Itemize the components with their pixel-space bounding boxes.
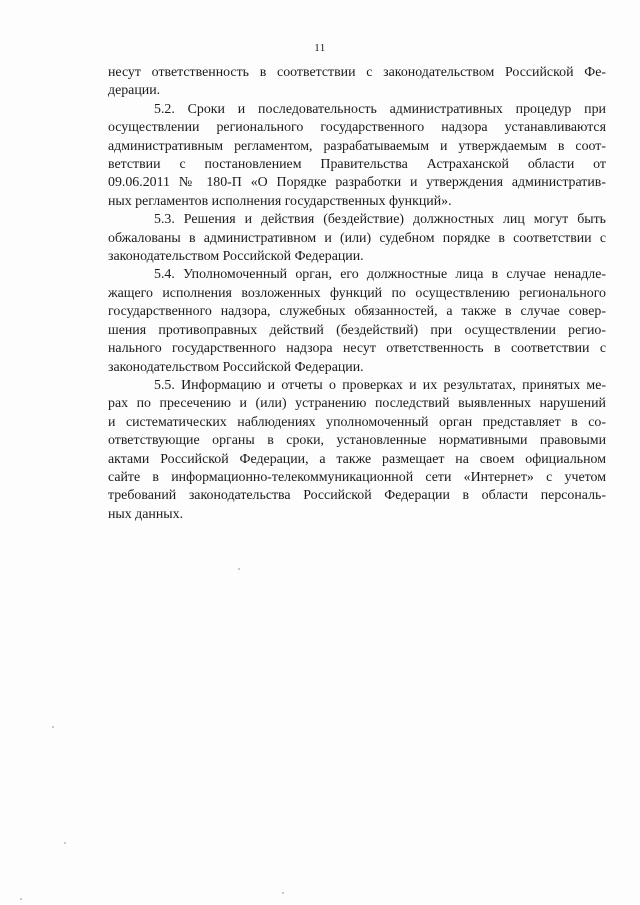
text-line: 09.06.2011 № 180-П «О Порядке разработки и утверждения административ- [108, 175, 606, 191]
text-line: и систематических наблюдениях уполномоченный орган представляет в со- [108, 414, 606, 430]
text-line: осуществлении регионального государственного надзора устанавливаются [108, 120, 606, 136]
text-line: ных регламентов исполнения государственных функций». [108, 193, 452, 209]
text-line: государственного надзора, служебных обязанностей, а также в случае совер- [108, 304, 606, 320]
scan-speck [282, 892, 284, 894]
paragraph-5-3 [108, 211, 606, 266]
text-line: обжалованы в административном и (или) судебном порядке в соответствии с [108, 230, 606, 246]
scan-speck [238, 568, 240, 570]
text-line: 5.5. Информацию и отчеты о проверках и их результатах, принятых ме- [154, 377, 606, 393]
text-line: 5.3. Решения и действия (бездействие) должностных лиц могут быть [154, 212, 606, 228]
text-line: сайте в информационно-телекоммуникационной сети «Интернет» с учетом [108, 469, 606, 485]
text-line: требований законодательства Российской Федерации в области персональ- [108, 488, 606, 504]
text-line: шения противоправных действий (бездействий) при осуществлении регио- [108, 322, 606, 338]
text-line: жащего исполнения возложенных функций по осуществлению регионального [108, 285, 606, 301]
scan-speck [64, 842, 66, 844]
text-line: ответствующие органы в сроки, установленные нормативными правовыми [108, 433, 606, 449]
scan-speck [52, 726, 54, 728]
page-number: 11 [314, 42, 326, 54]
text-line: ветствии с постановлением Правительства Астраханской области от [108, 157, 606, 173]
text-line: актами Российской Федерации, а также размещает на своем официальном [108, 451, 606, 467]
text-line: рах по пресечению и (или) устранению последствий выявленных нарушений [108, 396, 606, 412]
paragraph-5-4 [108, 266, 606, 376]
text-line: административным регламентом, разрабатываемым и утверждаемым в соот- [108, 138, 606, 154]
text-line: 5.4. Уполномоченный орган, его должностные лица в случае ненадле- [154, 267, 606, 283]
document-body [108, 64, 606, 524]
text-line: ных данных. [108, 506, 184, 522]
text-line: законодательством Российской Федерации. [108, 359, 364, 375]
text-line: дерации. [108, 83, 161, 99]
text-line: 5.2. Сроки и последовательность административных процедур при [154, 101, 606, 117]
text-line: нального государственного надзора несут ответственность в соответствии с [108, 341, 606, 357]
paragraph-continuation [108, 64, 606, 101]
text-line: несут ответственность в соответствии с законодательством Российской Фе- [108, 65, 606, 80]
text-line: законодательством Российской Федерации. [108, 249, 364, 265]
scan-speck [20, 898, 22, 900]
paragraph-5-5 [108, 377, 606, 524]
paragraph-5-2 [108, 101, 606, 211]
